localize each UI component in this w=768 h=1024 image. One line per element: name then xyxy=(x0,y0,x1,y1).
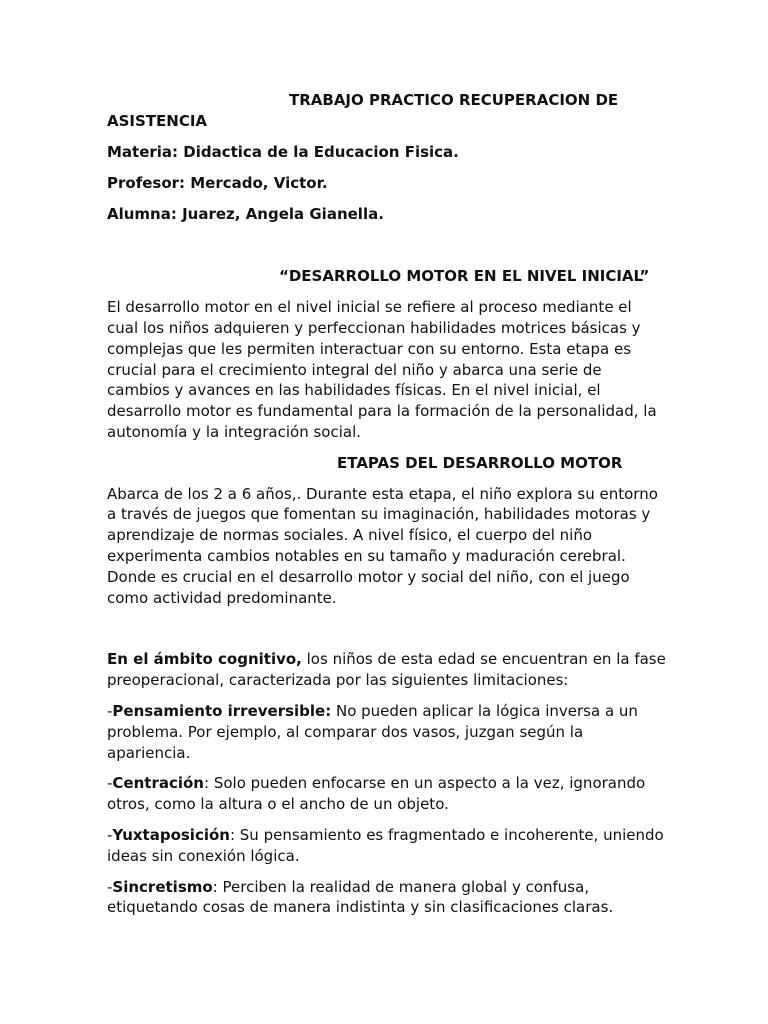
spacer xyxy=(107,618,667,649)
list-item-prefix: - xyxy=(107,877,113,896)
list-item-centracion xyxy=(107,773,667,815)
cognitive-lead-text: los niños de esta edad se encuentran en la fase preoperacional, caracterizada por las siguientes limitaciones: xyxy=(107,650,666,690)
cognitive-lead-bold: En el ámbito cognitivo, xyxy=(107,650,302,669)
list-item-yuxtaposicion xyxy=(107,825,667,867)
list-item-prefix: - xyxy=(107,702,113,721)
section-heading-desarrollo-motor: “DESARROLLO MOTOR EN EL NIVEL INICIAL” xyxy=(279,267,650,286)
paragraph-etapas: Abarca de los 2 a 6 años,. Durante esta etapa, el niño explora su entorno a través de juegos que fomentan su imaginación, habilidades motoras y aprendizaje de normas sociales. A nivel físico, el cuerpo del niño experimenta cambios notables en su tamaño y maduración cerebral. Donde es crucial en el desarrollo motor y social del niño, con el juego como actividad predominante. xyxy=(107,484,658,607)
title-line-1: TRABAJO PRACTICO RECUPERACION DE xyxy=(289,91,619,109)
spacer xyxy=(107,235,667,266)
title-line-2: ASISTENCIA xyxy=(107,111,208,130)
list-item-term: Centración xyxy=(112,774,204,793)
list-item-text: : Solo pueden enfocarse en un aspecto a la vez, ignorando otros, como la altura o el ancho de un objeto. xyxy=(107,774,646,814)
teacher-line: Profesor: Mercado, Victor. xyxy=(107,173,328,192)
list-item-pensamiento-irreversible xyxy=(107,701,667,763)
document-page xyxy=(107,90,667,928)
list-item-prefix: - xyxy=(107,826,113,845)
list-item-sincretismo xyxy=(107,877,667,919)
document-title xyxy=(107,90,667,132)
list-item-text: : Perciben la realidad de manera global y confusa, etiquetando cosas de manera indistinta y sin clasificaciones claras. xyxy=(107,877,614,917)
student-line: Alumna: Juarez, Angela Gianella. xyxy=(107,205,384,224)
subject-line: Materia: Didactica de la Educacion Fisica. xyxy=(107,142,459,161)
list-item-text: : Su pensamiento es fragmentado e incoherente, uniendo ideas sin conexión lógica. xyxy=(107,826,664,865)
paragraph-cognitive-intro xyxy=(107,649,667,691)
list-item-term: Pensamiento irreversible: xyxy=(112,702,332,721)
paragraph-intro: El desarrollo motor en el nivel inicial se refiere al proceso mediante el cual los niños adquieren y perfeccionan habilidades motrices básicas y complejas que les permiten interactuar con su entorno. Esta etapa es crucial para el crecimiento integral del niño y abarca una serie de cambios y avances en las habilidades físicas. En el nivel inicial, el desarrollo motor es fundamental para la formación de la personalidad, la autonomía y la integración social. xyxy=(107,298,657,442)
list-item-prefix: - xyxy=(107,774,113,793)
list-item-text: No pueden aplicar la lógica inversa a un problema. Por ejemplo, al comparar dos vasos, juzgan según la apariencia. xyxy=(107,702,638,762)
list-item-term: Yuxtaposición xyxy=(112,826,230,845)
list-item-term: Sincretismo xyxy=(112,877,213,896)
section-heading-etapas: ETAPAS DEL DESARROLLO MOTOR xyxy=(337,453,623,472)
